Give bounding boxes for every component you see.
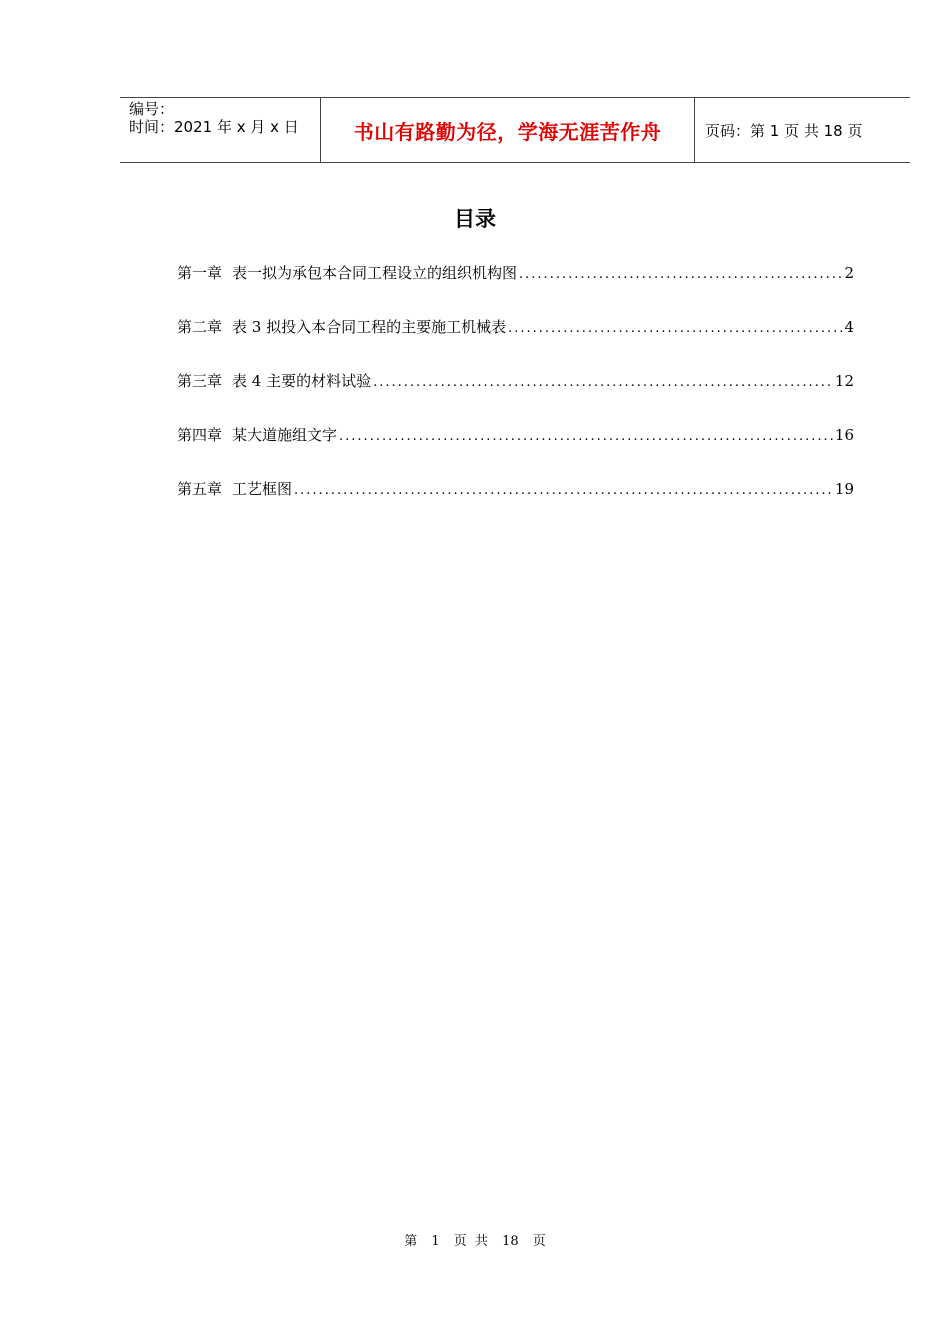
time-label: 时间：2021 年 x 月 x 日 [129,118,299,136]
toc-page-number: 4 [844,318,854,336]
toc-chapter: 第三章 [177,372,223,390]
toc-chapter: 第五章 [177,480,223,498]
toc-leader-dots [294,483,833,498]
toc-entry[interactable] [177,478,854,532]
page-footer [0,1230,950,1249]
toc-entry[interactable] [177,316,854,370]
toc-leader-dots [519,267,842,282]
header-page-cell [695,98,910,162]
toc-page-number: 2 [844,264,854,282]
toc-text: 某大道施组文字 [232,426,338,444]
footer-prefix: 第 [404,1234,418,1249]
toc-leader-dots [339,429,833,444]
toc-entry[interactable] [177,262,854,316]
number-label: 编号： [129,100,175,118]
motto-text: 书山有路勤为径，学海无涯苦作舟 [353,119,662,144]
toc-entry[interactable] [177,370,854,424]
footer-middle: 页 共 [453,1234,488,1249]
toc-text: 工艺框图 [232,480,293,498]
toc-page-number: 12 [834,372,854,390]
toc-page-number: 16 [834,426,854,444]
footer-suffix: 页 [532,1234,546,1249]
header-meta-cell [120,98,321,162]
toc-leader-dots [508,321,842,336]
document-header [120,97,910,163]
footer-current-page: 1 [431,1234,440,1249]
toc-chapter: 第四章 [177,426,223,444]
toc-chapter: 第二章 [177,318,223,336]
table-of-contents [177,262,854,532]
toc-leader-dots [373,375,833,390]
toc-text: 表 3 拟投入本合同工程的主要施工机械表 [232,318,507,336]
toc-entry[interactable] [177,424,854,478]
footer-total-pages: 18 [502,1234,519,1249]
toc-text: 表一拟为承包本合同工程设立的组织机构图 [232,264,518,282]
page-info: 页码：第 1 页 共 18 页 [705,121,863,140]
toc-page-number: 19 [834,480,854,498]
page-title: 目录 [454,207,496,231]
header-motto-cell [321,98,695,162]
toc-text: 表 4 主要的材料试验 [232,372,372,390]
toc-chapter: 第一章 [177,264,223,282]
